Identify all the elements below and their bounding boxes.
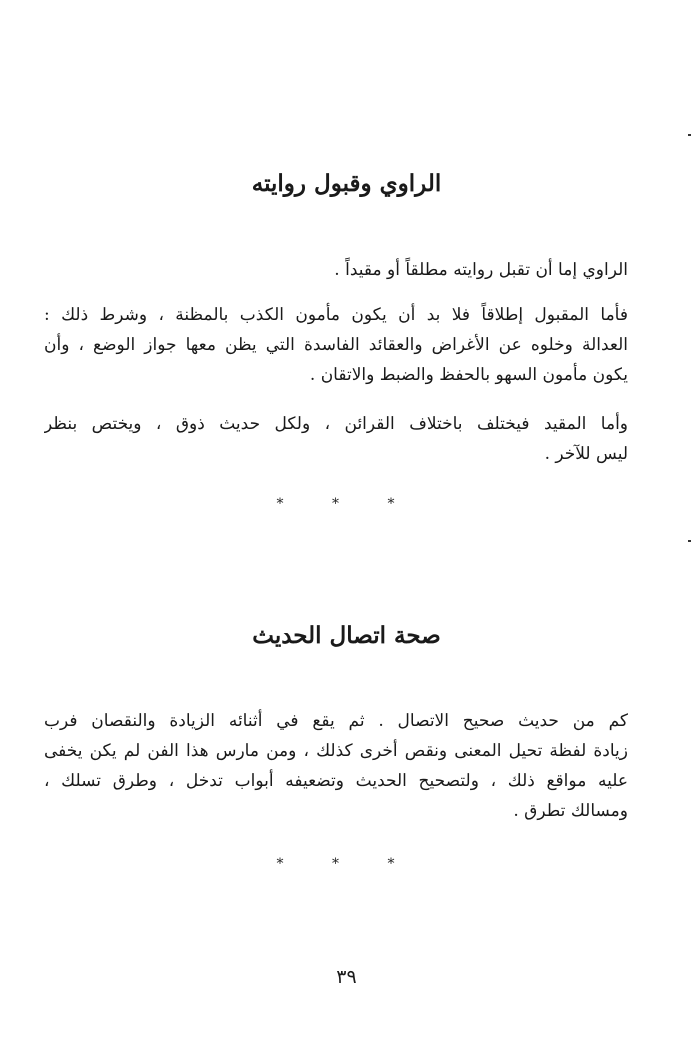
page-number: ٣٩ <box>336 966 357 988</box>
section-separator: * * * <box>276 856 417 872</box>
text-line: الراوي إما أن تقبل روايته مطلقاً أو مقيداً . <box>334 260 628 280</box>
scan-edge-mark <box>688 134 691 136</box>
text-line: عليه مواقع ذلك ، ولتصحيح الحديث وتضعيفه أبواب تدخل ، وطرق تسلك ، <box>44 771 628 791</box>
section-heading-narrator: الراوي وقبول روايته <box>251 170 442 197</box>
text-line: وأما المقيد فيختلف باختلاف القرائن ، ولكل حديث ذوق ، ويختص بنظر <box>44 414 628 434</box>
text-line: العدالة وخلوه عن الأغراض والعقائد الفاسدة التي يظن معها جواز الوضع ، وأن <box>44 335 628 355</box>
scan-edge-mark <box>688 540 691 542</box>
text-line: فأما المقبول إطلاقاً فلا بد أن يكون مأمون الكذب بالمظنة ، وشرط ذلك : <box>44 305 628 325</box>
section-heading-hadith-chain: صحة اتصال الحديث <box>252 622 441 649</box>
paragraph-hadith-chain <box>44 706 628 826</box>
text-line: يكون مأمون السهو بالحفظ والضبط والاتقان . <box>309 365 628 385</box>
section-separator: * * * <box>276 496 417 512</box>
paragraph-narrator-intro <box>44 255 628 285</box>
text-line: ومسالك تطرق . <box>513 801 628 821</box>
paragraph-accepted-conditions <box>44 300 628 390</box>
text-line: كم من حديث صحيح الاتصال . ثم يقع في أثنائه الزيادة والنقصان فرب <box>44 711 628 731</box>
text-line: زيادة لفظة تحيل المعنى ونقص أخرى كذلك ، ومن مارس هذا الفن لم يكن يخفى <box>44 741 628 761</box>
text-line: ليس للآخر . <box>544 444 628 464</box>
paragraph-restricted <box>44 409 628 469</box>
